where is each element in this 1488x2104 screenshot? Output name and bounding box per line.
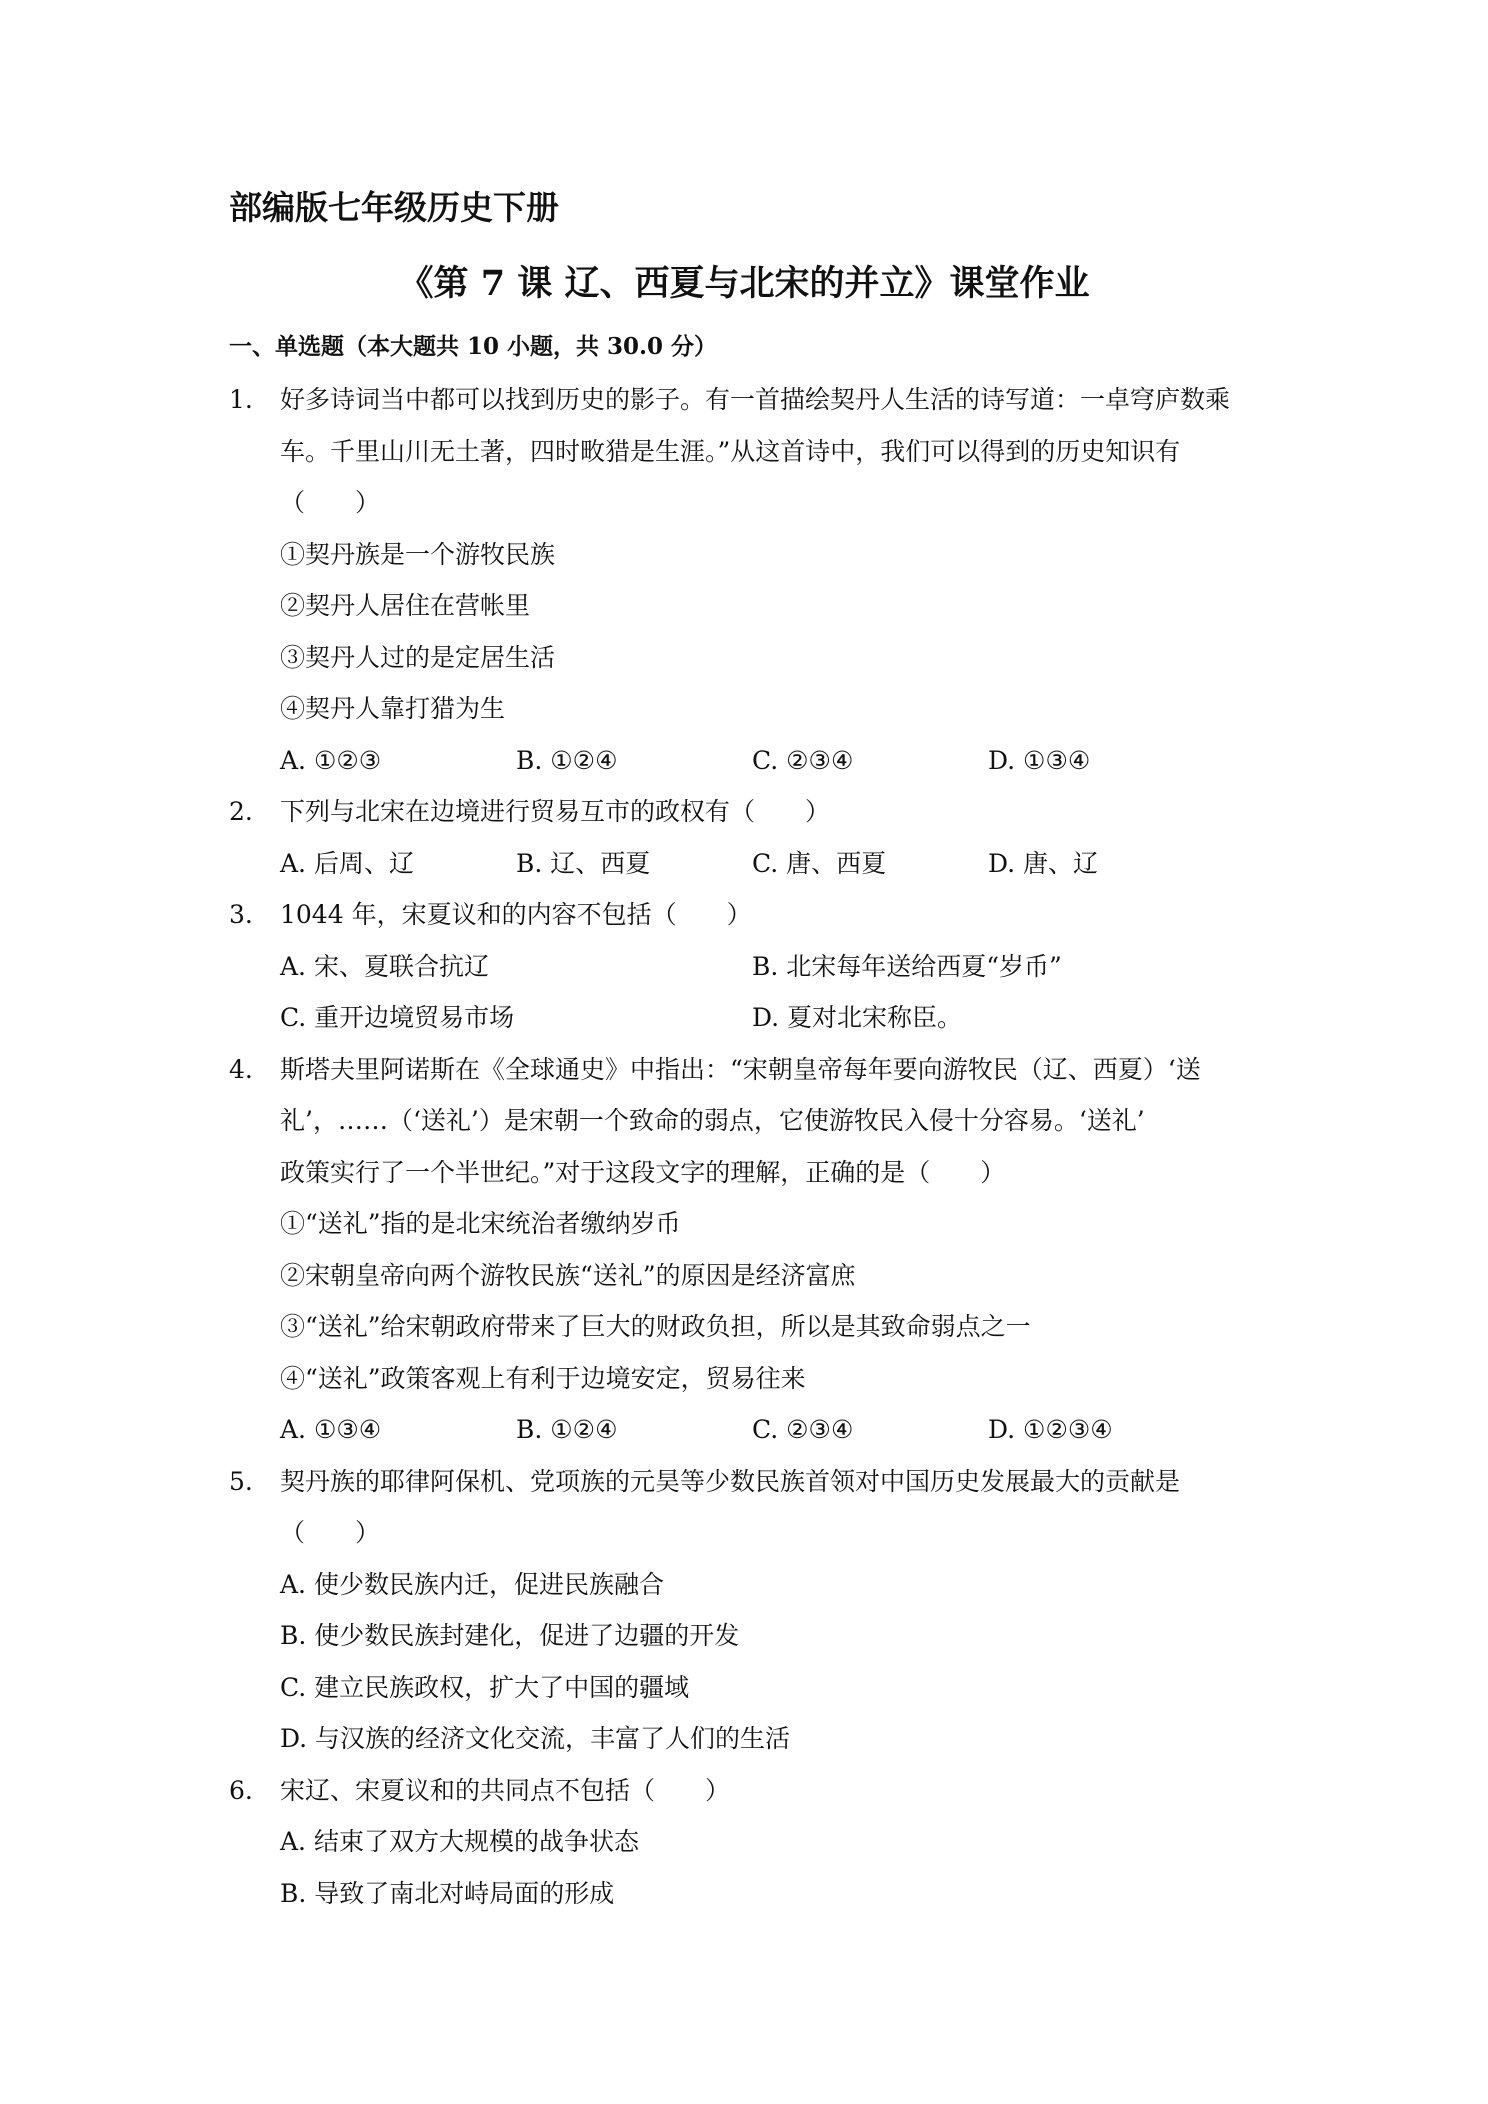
question-text: 宋辽、宋夏议和的共同点不包括（ ） xyxy=(280,1775,731,1805)
question-number: 1. xyxy=(229,385,253,414)
option-c[interactable]: C. 建立民族政权，扩大了中国的疆域 xyxy=(280,1672,690,1702)
statement: ②宋朝皇帝向两个游牧民族“送礼”的原因是经济富庶 xyxy=(280,1260,856,1290)
question-text: 车。千里山川无土著，四时畋猎是生涯。”从这首诗中，我们可以得到的历史知识有 xyxy=(280,436,1181,466)
statement: ③“送礼”给宋朝政府带来了巨大的财政负担，所以是其致命弱点之一 xyxy=(280,1312,1031,1341)
question-number: 2. xyxy=(229,797,253,826)
answer-options xyxy=(229,1404,1269,1456)
answer-options xyxy=(229,838,1269,890)
book-title: 部编版七年级历史下册 xyxy=(229,188,559,227)
answer-bracket: （ ） xyxy=(280,488,381,517)
question-3 xyxy=(229,889,1269,1044)
question-number: 4. xyxy=(229,1054,253,1084)
option-a[interactable]: A. ①③④ xyxy=(280,1415,382,1444)
question-text: 好多诗词当中都可以找到历史的影子。有一首描绘契丹人生活的诗写道：一卓穹庐数乘 xyxy=(280,385,1231,414)
question-number: 5. xyxy=(229,1466,253,1496)
statement: ②契丹人居住在营帐里 xyxy=(280,591,531,620)
answer-bracket: （ ） xyxy=(280,1518,381,1547)
statement: ④契丹人靠打猎为生 xyxy=(280,694,506,723)
question-list xyxy=(229,374,1269,1919)
answer-options xyxy=(229,941,1269,993)
option-a[interactable]: A. 后周、辽 xyxy=(280,848,414,878)
option-c[interactable]: C. ②③④ xyxy=(752,745,854,775)
option-b[interactable]: B. 使少数民族封建化，促进了边疆的开发 xyxy=(280,1621,740,1650)
question-2 xyxy=(229,786,1269,889)
option-c[interactable]: C. 唐、西夏 xyxy=(752,848,887,878)
question-4 xyxy=(229,1044,1269,1456)
option-b[interactable]: B. 导致了南北对峙局面的形成 xyxy=(280,1878,615,1908)
option-c[interactable]: C. 重开边境贸易市场 xyxy=(280,1003,515,1032)
option-a[interactable]: A. ①②③ xyxy=(280,745,382,775)
option-d[interactable]: D. ①②③④ xyxy=(988,1415,1113,1444)
question-text: 斯塔夫里阿诺斯在《全球通史》中指出：“宋朝皇帝每年要向游牧民（辽、西夏）‘送 xyxy=(280,1054,1201,1084)
question-text: 礼’，……（‘送礼’）是宋朝一个致命的弱点，它使游牧民入侵十分容易。‘送礼’ xyxy=(280,1106,1145,1135)
question-text: 契丹族的耶律阿保机、党项族的元昊等少数民族首领对中国历史发展最大的贡献是 xyxy=(280,1466,1181,1496)
option-d[interactable]: D. ①③④ xyxy=(988,745,1091,775)
option-d[interactable]: D. 夏对北宋称臣。 xyxy=(752,1003,963,1032)
option-b[interactable]: B. 辽、西夏 xyxy=(516,848,651,878)
statement: ①“送礼”指的是北宋统治者缴纳岁币 xyxy=(280,1209,681,1238)
question-number: 3. xyxy=(229,900,253,929)
question-number: 6. xyxy=(229,1775,253,1805)
answer-options xyxy=(229,992,1269,1044)
option-d[interactable]: D. 与汉族的经济文化交流，丰富了人们的生活 xyxy=(280,1724,791,1753)
option-b[interactable]: B. ①②④ xyxy=(516,745,618,775)
option-c[interactable]: C. ②③④ xyxy=(752,1415,854,1444)
statement: ④“送礼”政策客观上有利于边境安定，贸易往来 xyxy=(280,1363,806,1393)
option-a[interactable]: A. 宋、夏联合抗辽 xyxy=(280,951,489,981)
lesson-title: 《第 7 课 辽、西夏与北宋的并立》课堂作业 xyxy=(398,263,1090,304)
option-d[interactable]: D. 唐、辽 xyxy=(988,848,1099,878)
option-b[interactable]: B. ①②④ xyxy=(516,1415,618,1444)
question-text: 政策实行了一个半世纪。”对于这段文字的理解，正确的是（ ） xyxy=(280,1157,1006,1187)
answer-options xyxy=(229,735,1269,787)
question-1 xyxy=(229,374,1269,786)
option-b[interactable]: B. 北宋每年送给西夏“岁币” xyxy=(752,951,1062,981)
statement: ③契丹人过的是定居生活 xyxy=(280,642,556,672)
section-header: 一、单选题（本大题共 10 小题，共 30.0 分） xyxy=(229,333,718,360)
question-6 xyxy=(229,1765,1269,1920)
question-5 xyxy=(229,1456,1269,1765)
statement: ①契丹族是一个游牧民族 xyxy=(280,539,556,569)
option-a[interactable]: A. 结束了双方大规模的战争状态 xyxy=(280,1827,639,1856)
option-a[interactable]: A. 使少数民族内迁，促进民族融合 xyxy=(280,1569,664,1599)
question-text: 1044 年，宋夏议和的内容不包括（ ） xyxy=(280,900,752,929)
question-text: 下列与北宋在边境进行贸易互市的政权有（ ） xyxy=(280,797,831,826)
